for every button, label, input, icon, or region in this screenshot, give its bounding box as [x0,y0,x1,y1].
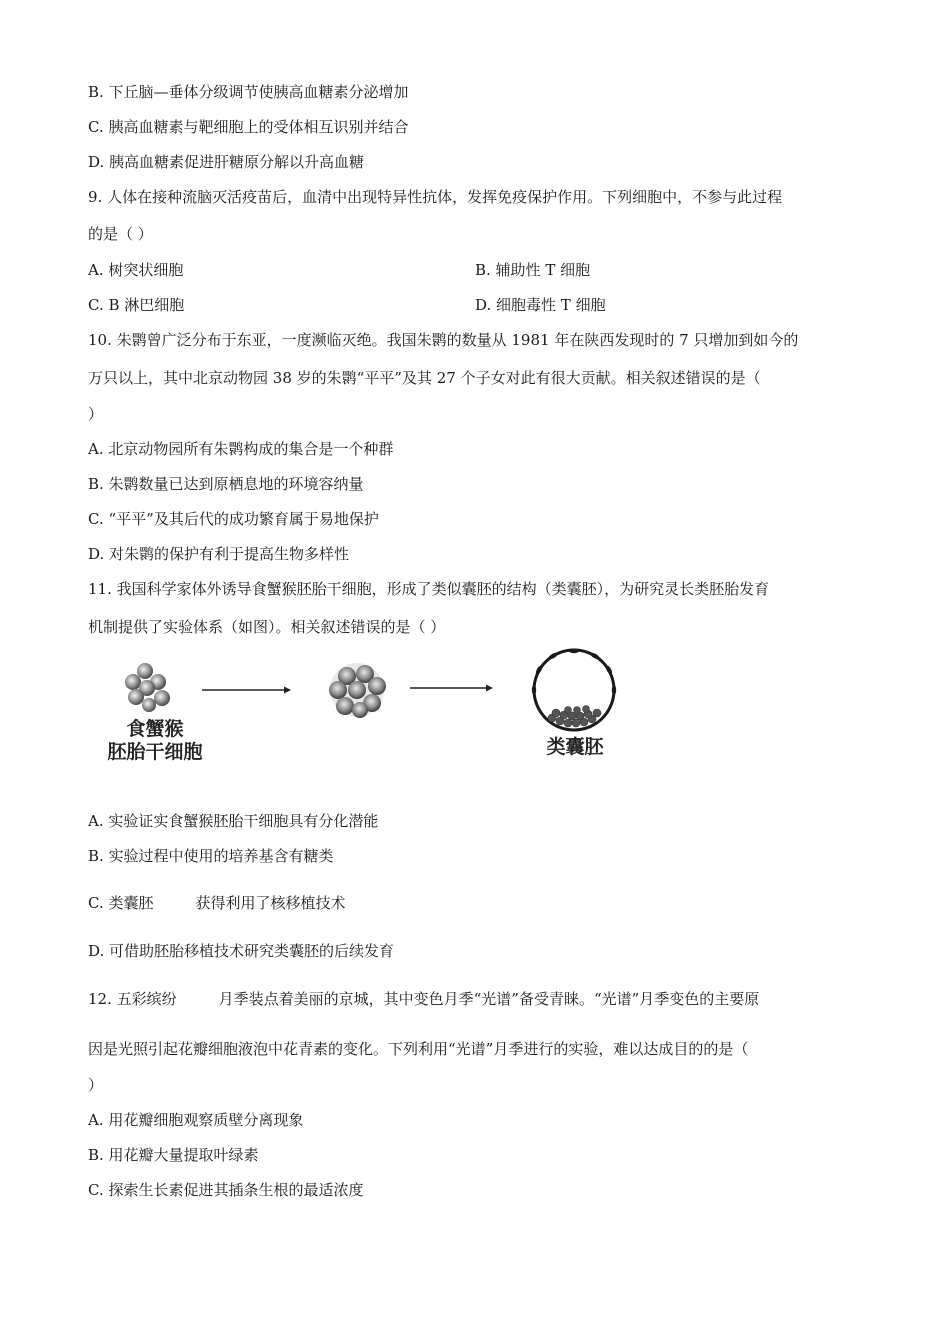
q9-option-b: B. 辅助性 T 细胞 [475,261,591,279]
q12-option-a: A. 用花瓣细胞观察质壁分离现象 [88,1111,304,1129]
q11-option-b: B. 实验过程中使用的培养基含有糖类 [88,847,334,865]
q9-option-a: A. 树突状细胞 [88,261,184,279]
q11-option-d: D. 可借助胚胎移植技术研究类囊胚的后续发育 [88,942,395,960]
q9-stem-line2: 的是（ ） [88,225,153,243]
q10-option-d: D. 对朱鹮的保护有利于提高生物多样性 [88,545,350,563]
q11-option-c-part1: C. 类囊胚 [88,894,154,912]
q11-figure [100,648,660,778]
q12-stem-line1 [88,989,759,1009]
q11-option-a: A. 实验证实食蟹猴胚胎干细胞具有分化潜能 [88,812,379,830]
q10-stem-line3: ） [88,405,104,423]
q8-option-d: D. 胰高血糖素促进肝糖原分解以升高血糖 [88,153,365,171]
q10-option-a: A. 北京动物园所有朱鹮构成的集合是一个种群 [88,440,394,458]
arrow-icon [410,685,493,692]
q8-option-b: B. 下丘脑—垂体分级调节使胰高血糖素分泌增加 [88,83,409,101]
q12-stem-line3: ） [88,1076,104,1094]
cell-aggregate-icon [329,663,386,718]
q12-stem-part2: 月季装点着美丽的京城，其中变色月季“光谱”备受青睐。“光谱”月季变色的主要原 [218,990,760,1008]
q9-option-c: C. B 淋巴细胞 [88,296,185,314]
q9-option-d: D. 细胞毒性 T 细胞 [475,296,606,314]
q11-option-c [88,893,346,913]
q12-stem-part1: 12. 五彩缤纷 [88,990,177,1008]
arrow-icon [202,687,291,694]
q10-option-c: C. “平平”及其后代的成功繁育属于易地保护 [88,510,379,528]
q10-stem-line1: 10. 朱鹮曾广泛分布于东亚，一度濒临灭绝。我国朱鹮的数量从 1981 年在陕西发现时的 7 只增加到如今的 [88,331,799,349]
q11-stem-line1: 11. 我国科学家体外诱导食蟹猴胚胎干细胞，形成了类似囊胚的结构（类囊胚），为研究灵长类胚胎发育 [88,580,770,598]
q12-option-b: B. 用花瓣大量提取叶绿素 [88,1146,259,1164]
q11-option-c-part2: 获得利用了核移植技术 [195,894,346,912]
q12-stem-line2: 因是光照引起花瓣细胞液泡中花青素的变化。下列利用“光谱”月季进行的实验，难以达成目的的是（ [88,1040,749,1058]
q8-option-c: C. 胰高血糖素与靶细胞上的受体相互识别并结合 [88,118,409,136]
figure-label-blastoid: 类囊胚 [546,736,604,758]
figure-label-species: 食蟹猴 [126,718,184,740]
blastoid-icon [532,649,616,730]
q11-stem-line2: 机制提供了实验体系（如图）。相关叙述错误的是（ ） [88,618,446,636]
q12-option-c: C. 探索生长素促进其插条生根的最适浓度 [88,1181,364,1199]
figure-label-stem-cells: 胚胎干细胞 [107,741,203,763]
q10-stem-line2: 万只以上，其中北京动物园 38 岁的朱鹮“平平”及其 27 个子女对此有很大贡献。相关叙述错误的是（ [88,369,761,387]
q9-stem-line1: 9. 人体在接种流脑灭活疫苗后，血清中出现特异性抗体，发挥免疫保护作用。下列细胞中，不参与此过程 [88,188,783,206]
stem-cells-icon [125,663,170,712]
q10-option-b: B. 朱鹮数量已达到原栖息地的环境容纳量 [88,475,364,493]
